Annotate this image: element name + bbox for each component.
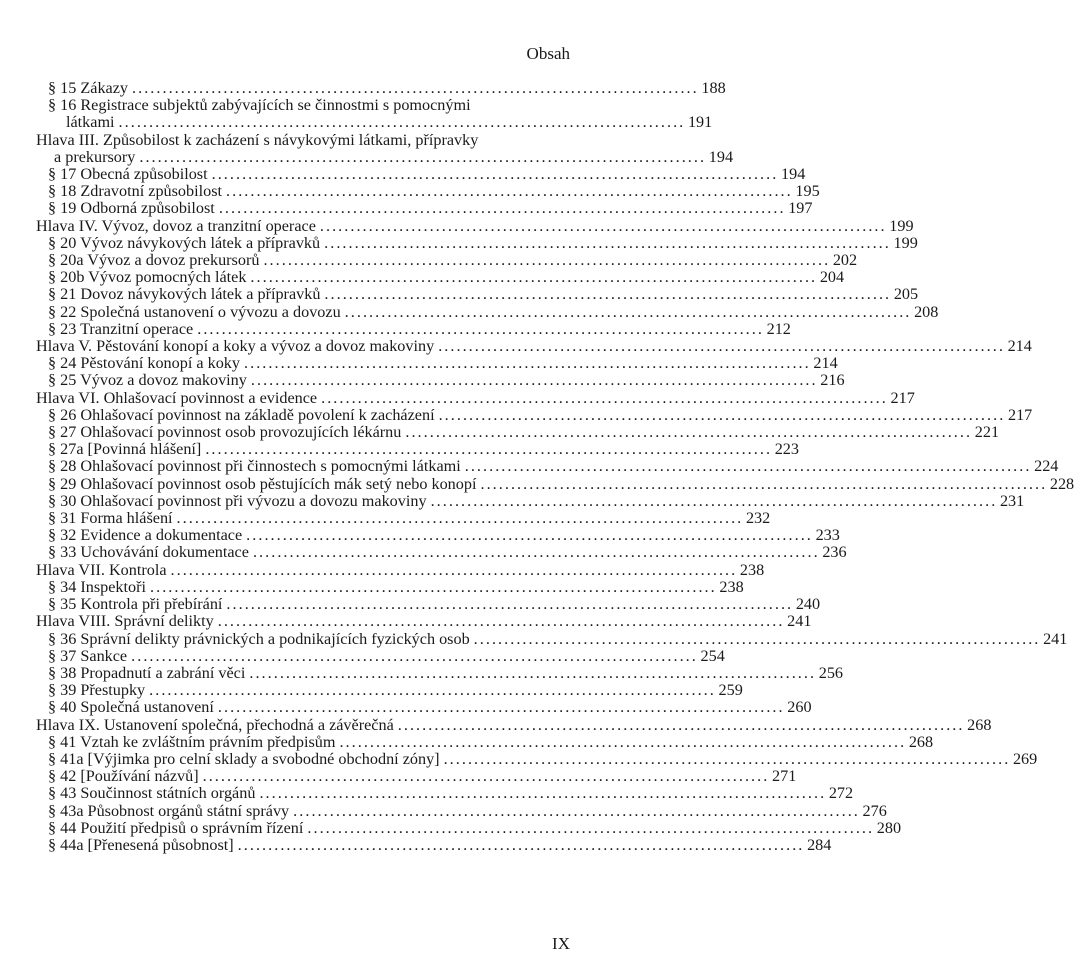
toc-entry-page: 212 (766, 319, 791, 338)
toc-entry (36, 440, 799, 459)
toc-entry-page: 276 (862, 801, 887, 820)
toc-entry-title: § 17 Obecná způsobilost (48, 165, 208, 184)
toc-entry-page: 241 (787, 612, 812, 631)
toc-leader-dots (307, 820, 871, 837)
toc-leader-dots (218, 699, 782, 716)
toc-entry-page: 217 (1007, 405, 1033, 424)
toc-entry (36, 835, 832, 854)
toc-entry-title: § 22 Společná ustanovení o vývozu a dovozu (48, 302, 341, 321)
toc-entry (36, 595, 821, 614)
toc-entry (36, 698, 812, 717)
toc-entry (36, 612, 812, 631)
toc-entry-title: Hlava IX. Ustanovení společná, přechodná a závěrečná (36, 715, 394, 734)
toc-leader-dots (150, 579, 714, 596)
toc-leader-dots (238, 837, 802, 854)
running-header: Obsah (526, 44, 570, 63)
toc-entry-title: § 21 Dovoz návykových látek a přípravků (48, 285, 321, 304)
toc-entry-page: 199 (893, 233, 918, 252)
toc-leader-dots (251, 372, 815, 389)
toc-entry (36, 457, 1059, 476)
toc-entry-page: 194 (708, 147, 734, 166)
toc-leader-dots (149, 682, 713, 699)
toc-entry (36, 251, 858, 270)
toc-entry-title: § 31 Forma hlášení (48, 509, 173, 528)
toc-entry (36, 132, 556, 149)
toc-entry-page: 204 (819, 268, 845, 287)
toc-entry-page: 208 (914, 302, 939, 321)
toc-entry (36, 233, 918, 252)
toc-entry-title: § 37 Sankce (48, 646, 128, 665)
toc-entry-page: 231 (999, 491, 1025, 510)
toc-entry (36, 388, 915, 407)
toc-entry-title: Hlava V. Pěstování konopí a koky a vývoz a dovoz makoviny (36, 337, 435, 356)
toc-leader-dots (132, 80, 696, 97)
toc-entry-page: 271 (772, 767, 797, 786)
toc-entry-title: § 20a Vývoz a dovoz prekursorů (48, 251, 260, 270)
toc-entry (36, 491, 1025, 510)
toc-entry (36, 784, 854, 803)
toc-entry-title: § 38 Propadnutí a zabrání věci (48, 663, 246, 682)
toc-entry (36, 474, 1074, 493)
toc-entry (36, 732, 934, 751)
toc-entry-page: 216 (820, 371, 845, 390)
toc-entry-title: § 42 [Používání názvů] (48, 767, 199, 786)
toc-entry-title: § 35 Kontrola při přebírání (48, 595, 223, 614)
toc-entry-page: 259 (718, 681, 743, 700)
toc-entry (36, 749, 1038, 768)
toc-leader-dots (197, 321, 761, 338)
toc-leader-dots (131, 648, 695, 665)
toc-entry-page: 268 (967, 715, 992, 734)
toc-entry (36, 543, 847, 562)
toc-leader-dots (250, 269, 814, 286)
toc-entry-title: Hlava III. Způsobilost k zacházení s návykovými látkami, přípravky (36, 130, 479, 149)
toc-entry-title: § 18 Zdravotní způsobilost (48, 182, 222, 201)
toc-entry-title: § 33 Uchovávání dokumentace (48, 543, 249, 562)
toc-leader-dots (244, 355, 808, 372)
toc-leader-dots (324, 235, 888, 252)
toc-entry-title: Hlava IV. Vývoz, dovoz a tranzitní operace (36, 216, 316, 235)
toc-entry (36, 423, 1000, 442)
toc-leader-dots (339, 734, 903, 751)
toc-leader-dots (431, 493, 995, 510)
toc-entry-page: 188 (701, 79, 726, 97)
toc-entry-page: 191 (687, 113, 713, 132)
toc-leader-dots (474, 631, 1038, 648)
toc-entry (36, 113, 713, 132)
toc-entry (36, 302, 939, 321)
toc-entry (36, 629, 1068, 648)
toc-entry-page: 241 (1043, 629, 1068, 648)
toc-entry (36, 801, 887, 820)
toc-entry-title: látkami (66, 113, 115, 132)
toc-entry-page: 254 (700, 646, 725, 665)
toc-entry-page: 238 (739, 560, 765, 579)
toc-entry (36, 268, 845, 287)
toc-entry-title: § 34 Inspektoři (48, 577, 147, 596)
toc-entry-page: 269 (1012, 749, 1038, 768)
toc-entry-title: § 27 Ohlašovací povinnost osob provozujících lékárnu (48, 423, 402, 442)
toc-entry-title: § 28 Ohlašovací povinnost při činnostech s pomocnými látkami (48, 457, 461, 476)
toc-entry-title: § 25 Vývoz a dovoz makoviny (48, 371, 247, 390)
toc-entry-page: 205 (893, 285, 919, 304)
toc-leader-dots (253, 544, 817, 561)
toc-entry (36, 285, 919, 304)
toc-entry-page: 224 (1034, 457, 1059, 476)
toc-entry-page: 260 (787, 698, 812, 717)
toc-entry-title: Hlava VII. Kontrola (36, 560, 167, 579)
toc-entry (36, 147, 734, 166)
toc-entry-page: 195 (795, 182, 820, 201)
toc-entry-title: § 20b Vývoz pomocných látek (48, 268, 247, 287)
toc-entry-page: 236 (822, 543, 847, 562)
toc-entry-page: 194 (781, 165, 806, 184)
toc-leader-dots (320, 218, 884, 235)
toc-entry-title: § 16 Registrace subjektů zabývajících se činnostmi s pomocnými (48, 96, 471, 115)
toc-entry-title: § 43 Součinnost státních orgánů (48, 784, 256, 803)
toc-entry (36, 97, 556, 114)
toc-entry (36, 646, 725, 665)
toc-entry (36, 767, 797, 786)
toc-entry-page: 284 (807, 835, 832, 854)
toc-leader-dots (218, 613, 782, 630)
toc-leader-dots (139, 149, 703, 166)
toc-leader-dots (465, 458, 1029, 475)
toc-leader-dots (219, 200, 783, 217)
toc-leader-dots (246, 527, 810, 544)
toc-entry-title: Hlava VI. Ohlašovací povinnost a evidence (36, 388, 318, 407)
toc-entry-page: 256 (818, 663, 844, 682)
toc-entry-page: 223 (774, 440, 799, 459)
toc-entry-title: § 15 Zákazy (48, 79, 129, 97)
toc-entry-page: 233 (815, 526, 840, 545)
toc-leader-dots (259, 785, 823, 802)
toc-leader-dots (438, 338, 1002, 355)
toc-entry (36, 216, 914, 235)
toc-entry-page: 232 (745, 509, 771, 528)
toc-leader-dots (226, 596, 790, 613)
toc-entry-title: § 32 Evidence a dokumentace (48, 526, 243, 545)
toc-leader-dots (439, 407, 1003, 424)
toc-entry (36, 681, 743, 700)
toc-entry-title: § 26 Ohlašovací povinnost na základě povolení k zacházení (48, 405, 435, 424)
toc-leader-dots (203, 768, 767, 785)
toc-entry-title: § 40 Společná ustanovení (48, 698, 214, 717)
toc-entry-page: 197 (788, 199, 813, 218)
toc-entry (36, 560, 765, 579)
toc-entry-page: 221 (974, 423, 1000, 442)
toc-entry (36, 663, 844, 682)
toc-entry (36, 182, 820, 201)
toc-entry-page: 228 (1049, 474, 1074, 493)
toc-leader-dots (398, 717, 962, 734)
toc-leader-dots (345, 304, 909, 321)
toc-leader-dots (171, 562, 735, 579)
toc-entry (36, 818, 902, 837)
toc-leader-dots (177, 510, 741, 527)
toc-entry (36, 371, 845, 390)
toc-leader-dots (324, 286, 888, 303)
toc-entry (36, 337, 1032, 356)
toc-entry-title: § 39 Přestupky (48, 681, 146, 700)
toc-entry-page: 268 (908, 732, 934, 751)
toc-entry-title: § 36 Správní delikty právnických a podnikajících fyzických osob (48, 629, 470, 648)
toc-entry-page: 199 (889, 216, 914, 235)
toc-leader-dots (405, 424, 969, 441)
toc-entry-title: § 24 Pěstování konopí a koky (48, 354, 240, 373)
toc-leader-dots (444, 751, 1008, 768)
toc-entry (36, 526, 840, 545)
table-of-contents (36, 79, 1074, 854)
toc-entry-title: a prekursory (54, 147, 136, 166)
toc-leader-dots (321, 390, 885, 407)
toc-entry (36, 577, 744, 596)
toc-entry-title: § 23 Tranzitní operace (48, 319, 194, 338)
toc-entry-page: 240 (795, 595, 821, 614)
toc-leader-dots (293, 803, 857, 820)
toc-entry (36, 715, 992, 734)
toc-entry (36, 199, 813, 218)
toc-leader-dots (205, 441, 769, 458)
toc-entry-title: § 29 Ohlašovací povinnost osob pěstujících mák setý nebo konopí (48, 474, 477, 493)
toc-leader-dots (249, 665, 813, 682)
toc-entry-title: § 43a Působnost orgánů státní správy (48, 801, 290, 820)
toc-leader-dots (480, 476, 1044, 493)
page-number: IX (552, 934, 570, 953)
toc-entry-title: § 44a [Přenesená působnost] (48, 835, 234, 854)
toc-entry-page: 202 (832, 251, 858, 270)
toc-entry (36, 354, 838, 373)
toc-entry-page: 217 (890, 388, 915, 407)
toc-entry (36, 509, 771, 528)
toc-entry (36, 79, 726, 97)
toc-entry-page: 280 (876, 818, 902, 837)
toc-leader-dots (263, 252, 827, 269)
toc-entry-title: § 41a [Výjimka pro celní sklady a svobodné obchodní zóny] (48, 749, 440, 768)
toc-entry (36, 319, 791, 338)
toc-entry-title: § 20 Vývoz návykových látek a přípravků (48, 233, 321, 252)
toc-entry-page: 238 (719, 577, 744, 596)
toc-entry-page: 214 (813, 354, 838, 373)
toc-entry-title: § 27a [Povinná hlášení] (48, 440, 202, 459)
toc-leader-dots (212, 166, 776, 183)
toc-entry-title: § 41 Vztah ke zvláštním právním předpisům (48, 732, 336, 751)
toc-entry-title: § 19 Odborná způsobilost (48, 199, 215, 218)
toc-entry-title: § 30 Ohlašovací povinnost při vývozu a dovozu makoviny (48, 491, 427, 510)
toc-entry-page: 214 (1007, 337, 1032, 356)
toc-leader-dots (226, 183, 790, 200)
toc-entry (36, 405, 1033, 424)
toc-entry-title: § 44 Použití předpisů o správním řízení (48, 818, 304, 837)
toc-entry (36, 165, 806, 184)
toc-entry-title: Hlava VIII. Správní delikty (36, 612, 214, 631)
toc-entry-page: 272 (828, 784, 854, 803)
toc-leader-dots (119, 114, 683, 131)
